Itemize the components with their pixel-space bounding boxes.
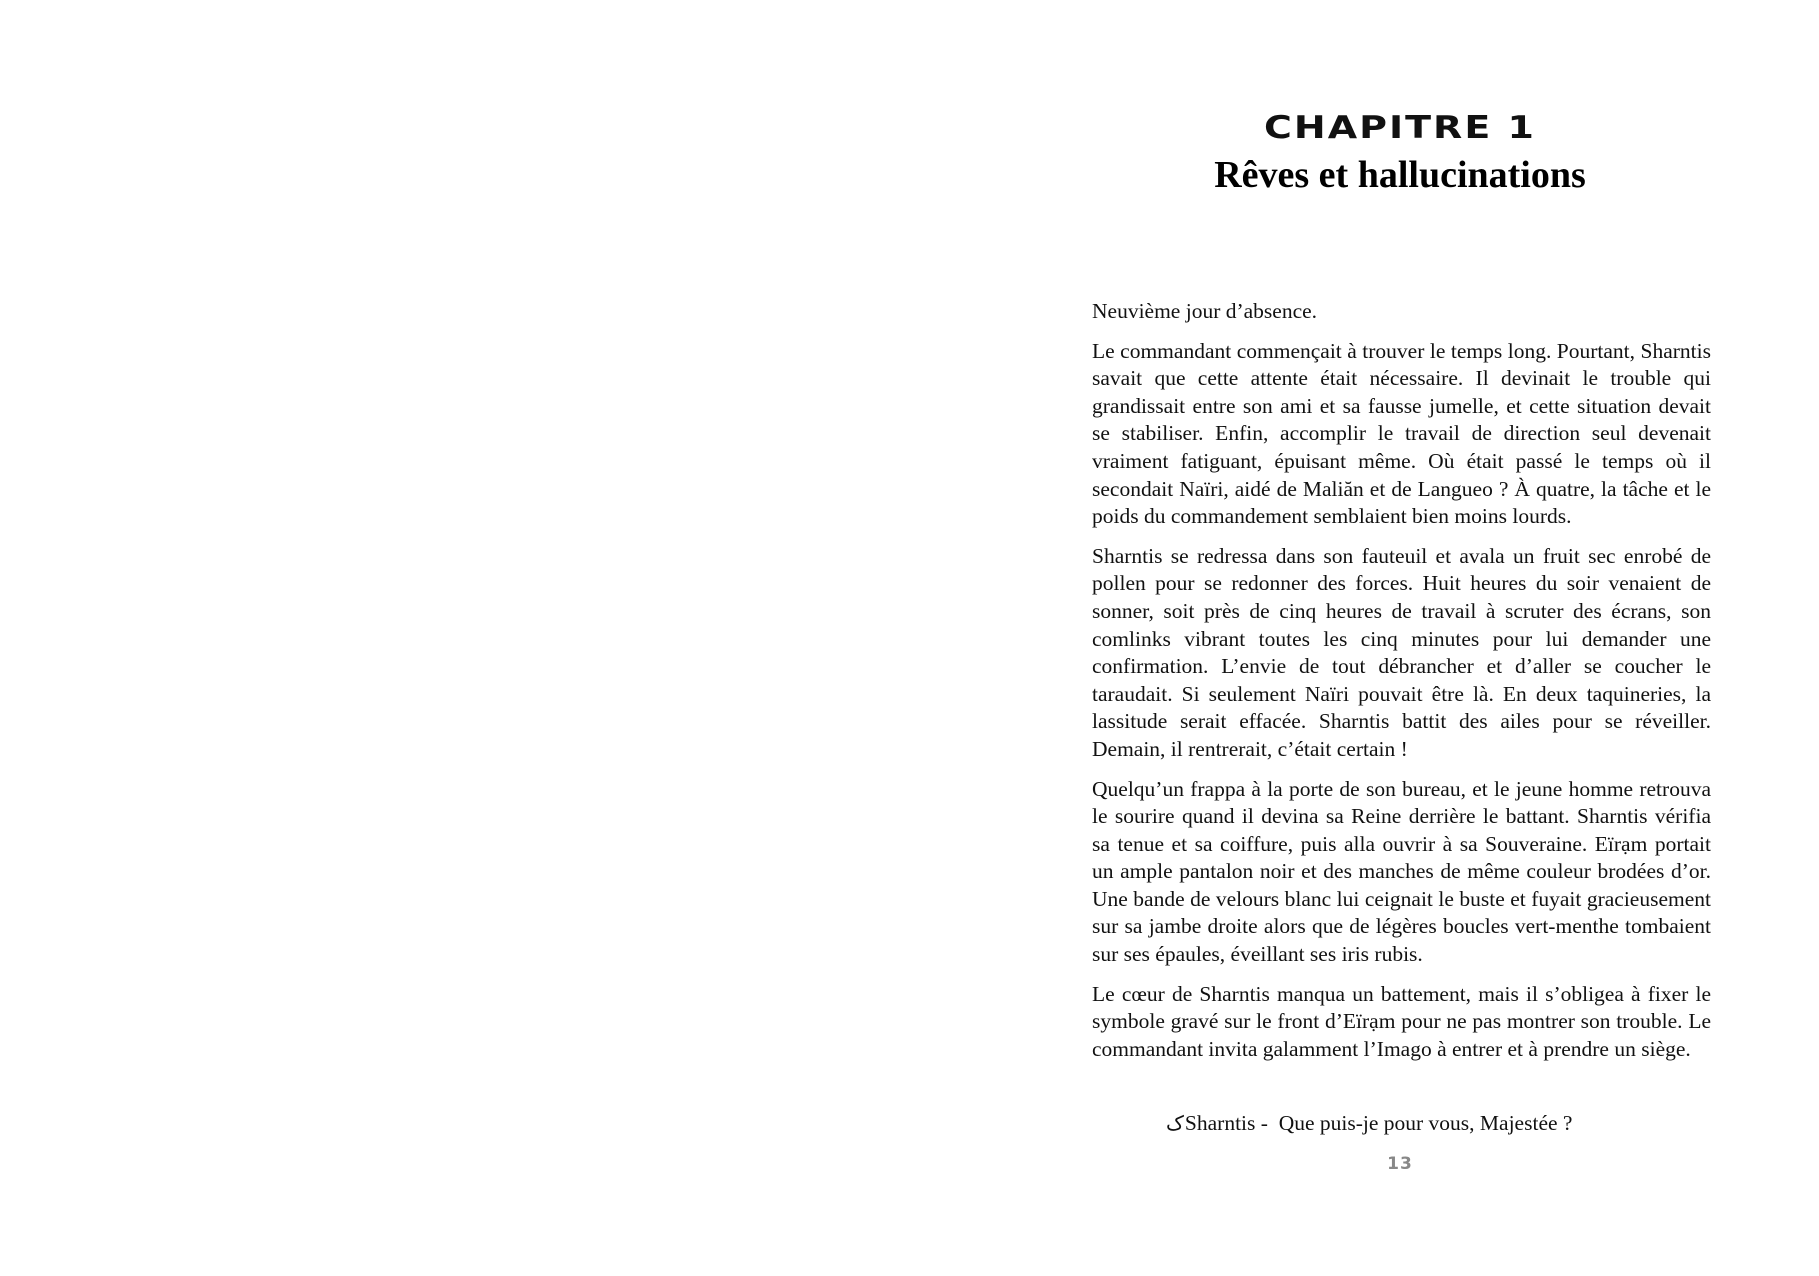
left-page-blank [0,0,909,1276]
paragraph-5: Le cœur de Sharntis manqua un battement, mais il s’obligea à fixer le symbole gravé sur le front d’Eïrạm pour ne pas montrer son trouble. Le commandant invita galamment l’Imago à entrer et à prendre un siège. [1092,981,1711,1061]
dialogue-separator: - [1255,1111,1279,1135]
dialogue-line [1166,1110,1726,1139]
chapter-title: Rêves et hallucinations [1214,154,1586,196]
paragraph-1: Neuvième jour d’absence. [1092,299,1318,323]
page-number: 13 [1387,1154,1413,1174]
speaker-glyph: ک [1166,1113,1184,1135]
paragraph-2: Le commandant commençait à trouver le temps long. Pourtant, Sharntis savait que cette attente était nécessaire. Il devinait le trouble qui grandissait entre son ami et sa fausse jumelle, et cette situation devait se stabiliser. Enfin, accomplir le travail de direction seul devenait vraiment fatiguant, épuisant même. Où était passé le temps où il secondait Naïri, aidé de Maliăn et de Langueo ? À quatre, la tâche et le poids du commandement semblaient bien moins lourds. [1092,338,1711,529]
paragraph-3: Sharntis se redressa dans son fauteuil et avala un fruit sec enrobé de pollen pour se redonner des forces. Huit heures du soir venaient de sonner, soit près de cinq heures de travail à scruter des écrans, son comlinks vibrant toutes les cinq minutes pour lui demander une confirmation. L’envie de tout débrancher et d’aller se coucher le taraudait. Si seulement Naïri pouvait être là. En deux taquineries, la lassitude serait effacée. Sharntis battit des ailes pour se réveiller. Demain, il rentrerait, c’était certain ! [1092,543,1711,761]
chapter-body [1092,298,1711,1075]
dialogue-text: Que puis-je pour vous, Majestée ? [1278,1111,1573,1135]
paragraph-4: Quelqu’un frappa à la porte de son bureau, et le jeune homme retrouva le sourire quand il devina sa Reine derrière le battant. Sharntis vérifia sa tenue et sa coiffure, puis alla ouvrir à sa Souveraine. Eïrạm portait un ample pantalon noir et des manches de même couleur brodées d’or. Une bande de velours blanc lui ceignait le buste et fuyait gracieusement sur sa jambe droite alors que de légères boucles vert-menthe tombaient sur ses épaules, éveillant ses iris rubis. [1092,776,1711,967]
speaker-name: Sharntis [1184,1111,1256,1135]
chapter-label: CHAPITRE 1 [1264,109,1536,146]
